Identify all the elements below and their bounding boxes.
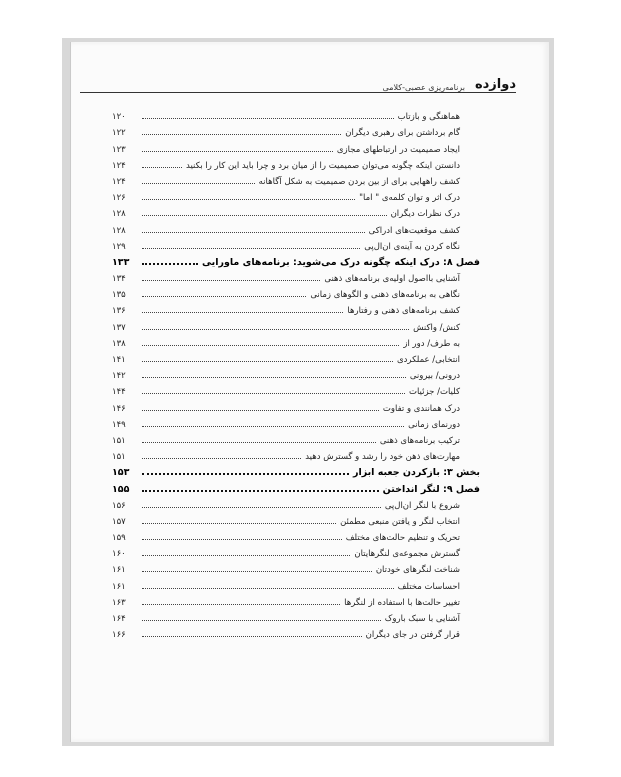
toc-entry-page: ۱۵۹ — [112, 533, 126, 544]
dot-leader — [142, 523, 336, 524]
toc-entry — [112, 333, 480, 349]
toc-entry — [112, 559, 480, 575]
toc-entry-title: دانستن اینکه چگونه می‌توان صمیمیت را از میان برد و چرا باید این کار را بکنید — [186, 160, 460, 171]
toc-entry-page: ۱۶۰ — [112, 549, 126, 560]
dot-leader — [142, 410, 379, 411]
toc-entry-page: ۱۳۳ — [112, 256, 130, 268]
toc-entry-page: ۱۵۵ — [112, 483, 130, 495]
toc-entry-title: قرار گرفتن در جای دیگران — [365, 630, 460, 641]
toc-entry — [112, 495, 480, 511]
toc-entry-title: کلیات/ جزئیات — [408, 387, 460, 398]
toc-entry — [112, 268, 480, 284]
toc-entry-page: ۱۴۲ — [112, 371, 126, 382]
toc-entry-page: ۱۲۳ — [112, 144, 126, 155]
dot-leader — [142, 199, 355, 200]
toc-entry-title: آشنایی با سبک باروک — [384, 614, 460, 624]
dot-leader — [142, 588, 394, 589]
toc-entry-title: ترکیب برنامه‌های ذهنی — [379, 435, 460, 446]
dot-leader — [142, 539, 342, 540]
toc-entry — [112, 543, 480, 559]
dot-leader — [142, 312, 343, 313]
dot-leader — [142, 442, 376, 443]
dot-leader — [142, 345, 399, 346]
toc-entry-page: ۱۶۶ — [112, 630, 126, 641]
toc-entry-page: ۱۴۹ — [112, 419, 126, 430]
toc-entry-page: ۱۵۶ — [112, 500, 126, 511]
toc-entry-page: ۱۳۷ — [112, 322, 126, 333]
toc-entry-title: درک همانندی و تفاوت — [382, 403, 460, 414]
toc-entry-page: ۱۳۵ — [112, 290, 126, 301]
running-header — [80, 74, 516, 93]
toc-entry-title: شروع با لنگر ان‌ال‌پی — [384, 500, 460, 511]
toc-entry-page: ۱۴۶ — [112, 403, 126, 414]
toc-entry-page: ۱۲۸ — [112, 225, 126, 236]
toc-entry — [112, 187, 480, 203]
dot-leader — [142, 183, 255, 184]
toc-entry-page: ۱۵۳ — [112, 467, 130, 479]
book-title: برنامه‌ریزی عصبی-کلامی — [382, 83, 465, 92]
toc-entry-title: کنش/ واکنش — [413, 322, 460, 333]
dot-leader — [142, 636, 362, 637]
dot-leader — [142, 134, 341, 135]
dot-leader — [142, 377, 406, 378]
toc-entry-title: نگاهی به برنامه‌های ذهنی و الگوهای زمانی — [310, 290, 460, 301]
toc-entry — [112, 527, 480, 543]
dot-leader — [142, 620, 381, 621]
toc-chapter-entry — [112, 252, 480, 268]
toc-entry — [112, 316, 480, 332]
toc-entry — [112, 219, 480, 235]
toc-entry-title: درک نظرات دیگران — [390, 209, 460, 220]
toc-entry-title: گسترش مجموعه‌ی لنگرهایتان — [354, 549, 460, 560]
toc-entry-title: آشنایی بااصول اولیه‌ی برنامه‌های ذهنی — [324, 274, 460, 285]
toc-entry-page: ۱۵۷ — [112, 516, 126, 527]
toc-entry-page: ۱۳۸ — [112, 338, 126, 349]
toc-entry-title: تحریک و تنظیم حالت‌های مختلف — [345, 533, 460, 544]
toc-entry — [112, 122, 480, 138]
toc-entry-title: انتخاب لنگر و یافتن منبعی مطمئن — [340, 516, 460, 527]
dot-leader — [142, 426, 404, 427]
toc-entry — [112, 430, 480, 446]
toc-entry-title: کشف راههایی برای از بین بردن صمیمیت به شکل آگاهانه — [258, 176, 460, 187]
toc-entry-title: درک اثر و توان کلمه‌ی " اما" — [359, 193, 460, 204]
toc-entry-title: دورنمای زمانی — [408, 419, 460, 430]
toc-part-entry — [112, 462, 480, 478]
toc-entry — [112, 365, 480, 381]
toc-entry — [112, 446, 480, 462]
toc-entry-page: ۱۳۶ — [112, 306, 126, 317]
toc-entry — [112, 414, 480, 430]
dot-leader — [142, 167, 182, 168]
toc-entry-page: ۱۶۴ — [112, 614, 126, 624]
toc-entry — [112, 349, 480, 365]
dot-leader — [142, 473, 349, 475]
toc-entry-page: ۱۵۱ — [112, 452, 126, 463]
toc-entry — [112, 284, 480, 300]
dot-leader — [142, 458, 301, 459]
toc-entry-page: ۱۵۱ — [112, 435, 126, 446]
dot-leader — [142, 232, 365, 233]
toc-entry-page: ۱۲۴ — [112, 160, 126, 171]
toc-entry — [112, 624, 480, 640]
toc-entry-page: ۱۲۹ — [112, 241, 126, 252]
dot-leader — [142, 393, 405, 394]
toc-entry-title: کشف برنامه‌های ذهنی و رفتارها — [347, 306, 460, 317]
toc-entry-page: ۱۲۸ — [112, 209, 126, 220]
dot-leader — [142, 361, 393, 362]
toc-entry — [112, 381, 480, 397]
toc-entry-title: احساسات مختلف — [397, 581, 460, 592]
toc-entry-title: شناخت لنگرهای خودتان — [375, 565, 460, 576]
toc-entry-title: مهارت‌های ذهن خود را رشد و گسترش دهید — [305, 452, 460, 463]
toc-entry — [112, 397, 480, 413]
toc-entry-title: بخش ۳: بازکردن جعبه ابزار — [352, 467, 480, 479]
toc-entry-title: نگاه کردن به آینه‌ی ان‌ال‌پی — [364, 241, 460, 252]
toc-entry — [112, 575, 480, 591]
dot-leader — [142, 555, 350, 556]
toc-entry-title: گام برداشتن برای رهبری دیگران — [345, 128, 460, 139]
toc-entry-page: ۱۶۱ — [112, 581, 126, 592]
toc-entry-page: ۱۲۶ — [112, 193, 126, 204]
dot-leader — [142, 118, 394, 119]
dot-leader — [142, 215, 387, 216]
dot-leader — [142, 571, 372, 572]
page-label: دوازده — [474, 77, 516, 92]
toc-entry-page: ۱۲۴ — [112, 176, 126, 187]
toc-entry-title: فصل ۹: لنگر انداختن — [382, 483, 480, 495]
toc-entry-page: ۱۲۲ — [112, 128, 126, 139]
toc-entry-page: ۱۴۱ — [112, 355, 126, 365]
dot-leader — [142, 604, 340, 605]
toc-entry — [112, 106, 480, 122]
dot-leader — [142, 507, 381, 508]
toc-entry — [112, 511, 480, 527]
toc-entry-title: کشف موقعیت‌های ادراکی — [368, 225, 460, 236]
toc-entry — [112, 138, 480, 154]
toc-entry-page: ۱۴۴ — [112, 387, 126, 398]
toc-entry-title: به طرف/ دور از — [403, 338, 460, 349]
dot-leader — [142, 248, 360, 249]
toc-entry — [112, 608, 480, 624]
toc-entry — [112, 171, 480, 187]
toc-entry — [112, 236, 480, 252]
toc-entry-page: ۱۶۱ — [112, 565, 126, 576]
toc-entry — [112, 203, 480, 219]
toc-chapter-entry — [112, 478, 480, 494]
toc-entry-title: تغییر حالت‌ها با استفاده از لنگرها — [344, 597, 460, 608]
dot-leader — [142, 296, 306, 297]
toc-entry — [112, 155, 480, 171]
toc-entry-page: ۱۶۳ — [112, 597, 126, 608]
toc-entry — [112, 592, 480, 608]
toc-entry-title: فصل ۸: درک اینکه چگونه درک می‌شوید: برنامه‌های ماورایی — [202, 256, 480, 268]
dot-leader — [142, 280, 320, 281]
toc-entry-page: ۱۳۴ — [112, 274, 126, 285]
dot-leader — [142, 329, 409, 330]
toc-entry-page: ۱۲۰ — [112, 112, 126, 123]
dot-leader — [142, 151, 333, 152]
toc-entry-title: درونی/ بیرونی — [409, 371, 460, 382]
toc-entry-title: ایجاد صمیمیت در ارتباطهای مجازی — [336, 144, 460, 155]
toc-entry-title: انتخابی/ عملکردی — [396, 355, 460, 365]
dot-leader — [142, 263, 198, 265]
toc-entry — [112, 300, 480, 316]
toc-entry-title: هماهنگی و بازتاب — [397, 112, 460, 123]
table-of-contents — [112, 106, 480, 640]
dot-leader — [142, 490, 379, 492]
